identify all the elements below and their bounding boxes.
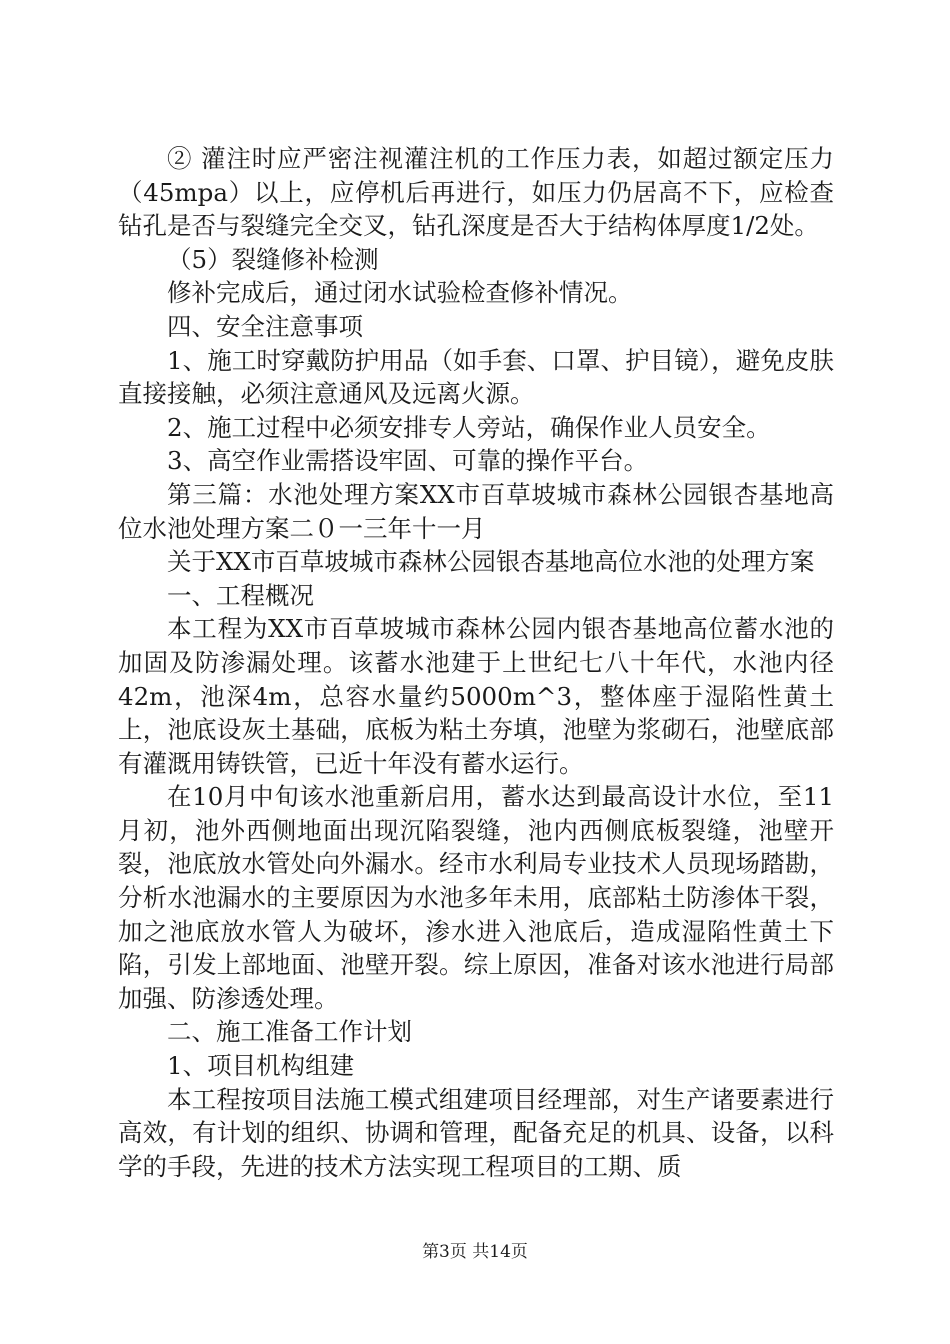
paragraph: 在10月中旬该水池重新启用，蓄水达到最高设计水位，至11月初，池外西侧地面出现沉陷裂缝，池内西侧底板裂缝，池壁开裂，池底放水管处向外漏水。经市水利局专业技术人员现场踏勘，分析水池漏水的主要原因为水池多年未用，底部粘土防渗体干裂，加之池底放水管人为破坏，渗水进入池底后，造成湿陷性黄土下陷，引发上部地面、池壁开裂。综上原因，准备对该水池进行局部加强、防渗透处理。	[118, 782, 834, 1013]
paragraph: ② 灌注时应严密注视灌注机的工作压力表，如超过额定压力（45mpa）以上，应停机后再进行，如压力仍居高不下，应检查钻孔是否与裂缝完全交叉，钻孔深度是否大于结构体厚度1/2处。	[118, 144, 834, 241]
document-title: 关于XX市百草坡城市森林公园银杏基地高位水池的处理方案	[167, 547, 815, 577]
paragraph: 1、施工时穿戴防护用品（如手套、口罩、护目镜），避免皮肤直接接触，必须注意通风及远离火源。	[118, 345, 834, 409]
document-body	[118, 142, 834, 1183]
paragraph: 本工程按项目法施工模式组建项目经理部，对生产诸要素进行高效，有计划的组织、协调和管理，配备充足的机具、设备，以科学的手段，先进的技术方法实现工程项目的工期、质	[118, 1084, 834, 1181]
page-footer: 第3页 共14页	[422, 1242, 528, 1262]
section-heading: 一、工程概况	[167, 580, 314, 610]
section-heading: 二、施工准备工作计划	[167, 1017, 412, 1047]
paragraph: 2、施工过程中必须安排专人旁站，确保作业人员安全。	[167, 412, 771, 442]
chapter-heading: 第三篇：水池处理方案XX市百草坡城市森林公园银杏基地高位水池处理方案二０一三年十一月	[118, 479, 834, 543]
paragraph: 本工程为XX市百草坡城市森林公园内银杏基地高位蓄水池的加固及防渗漏处理。该蓄水池建于上世纪七八十年代，水池内径42m，池深4m，总容水量约5000m^3，整体座于湿陷性黄土上，池底设灰土基础，底板为粘土夯填，池壁为浆砌石，池壁底部有灌溉用铸铁管，已近十年没有蓄水运行。	[118, 614, 834, 778]
paragraph: （5）裂缝修补检测	[167, 244, 379, 274]
section-heading: 四、安全注意事项	[167, 311, 363, 341]
paragraph: 3、高空作业需搭设牢固、可靠的操作平台。	[167, 446, 649, 476]
subsection-heading: 1、项目机构组建	[167, 1051, 355, 1081]
paragraph: 修补完成后，通过闭水试验检查修补情况。	[167, 278, 633, 308]
